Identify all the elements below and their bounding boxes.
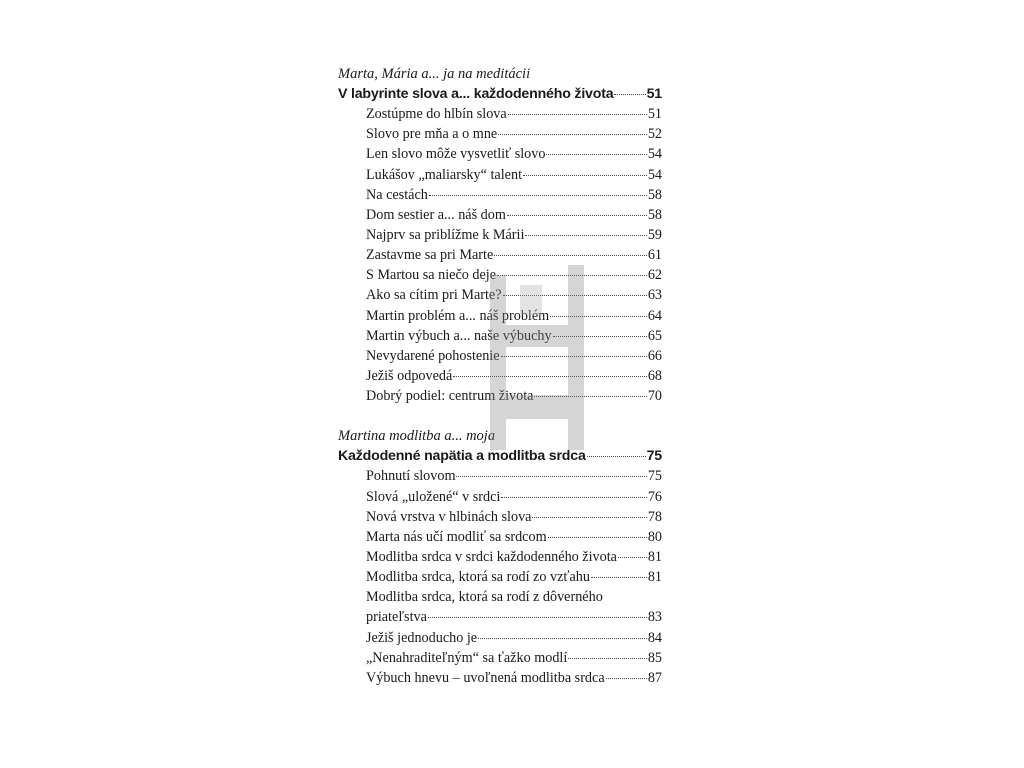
entry-page-number: 78	[647, 508, 662, 525]
toc-entry	[338, 285, 662, 305]
entry-label: Nevydarené pohostenie	[366, 347, 500, 364]
entry-page-number: 66	[647, 347, 662, 364]
toc-entry	[338, 507, 662, 527]
entry-label: Výbuch hnevu – uvoľnená modlitba srdca	[366, 669, 605, 686]
chapter-label: Každodenné napätia a modlitba srdca	[338, 448, 586, 465]
entry-page-number: 84	[647, 629, 662, 646]
toc-entry	[338, 668, 662, 688]
entry-label: Ježiš odpovedá	[366, 367, 453, 384]
toc-entry	[338, 185, 662, 205]
chapter-heading	[338, 84, 662, 104]
toc-entry	[338, 466, 662, 486]
dot-leader	[532, 516, 646, 518]
toc-entry	[338, 386, 662, 406]
entry-label: Dobrý podiel: centrum života	[366, 388, 534, 405]
dot-leader	[453, 375, 647, 377]
toc-entry	[338, 306, 662, 326]
entry-label: Martin výbuch a... naše výbuchy	[366, 327, 552, 344]
toc-entry	[338, 124, 662, 144]
section-title: Marta, Mária a... ja na meditácii	[338, 66, 531, 82]
dot-leader	[494, 254, 647, 256]
toc-entry	[338, 326, 662, 346]
dot-leader	[618, 556, 647, 558]
entry-label: S Martou sa niečo deje	[366, 267, 497, 284]
dot-leader	[548, 536, 647, 538]
chapter-heading	[338, 446, 662, 466]
entry-page-number: 64	[647, 307, 662, 324]
section-title: Martina modlitba a... moja	[338, 428, 496, 445]
toc-entry	[338, 104, 662, 124]
dot-leader	[429, 194, 647, 196]
toc-entry	[338, 225, 662, 245]
entry-label-continuation: priateľstva	[366, 609, 427, 626]
entry-page-number: 87	[647, 669, 662, 686]
dot-leader	[525, 234, 646, 236]
entry-label: Len slovo môže vysvetliť slovo	[366, 146, 546, 163]
toc-entry-continuation	[338, 607, 662, 627]
entry-label: Na cestách	[366, 186, 428, 203]
entry-page-number: 75	[647, 468, 662, 485]
entry-label: Najprv sa priblížme k Márii	[366, 226, 525, 243]
dot-leader	[498, 133, 647, 135]
dot-leader	[568, 657, 646, 659]
entry-page-number: 68	[647, 367, 662, 384]
entry-page-number: 63	[647, 287, 662, 304]
toc-entry	[338, 144, 662, 164]
dot-leader	[553, 335, 647, 337]
entry-page-number: 58	[647, 206, 662, 223]
toc-entry	[338, 346, 662, 366]
chapter-label: V labyrinte slova a... každodenného života	[338, 86, 614, 102]
entry-label: Nová vrstva v hlbinách slova	[366, 508, 532, 525]
entry-label: Dom sestier a... náš dom	[366, 206, 506, 223]
dot-leader	[497, 274, 647, 276]
toc-entry	[338, 265, 662, 285]
entry-label: Ako sa cítim pri Marte?	[366, 287, 502, 304]
dot-leader	[508, 113, 647, 115]
toc-section	[338, 64, 662, 406]
dot-leader	[606, 677, 647, 679]
entry-label: Zostúpme do hlbín slova	[366, 106, 507, 123]
entry-page-number: 85	[647, 649, 662, 666]
dot-leader	[614, 93, 645, 95]
dot-leader	[501, 355, 647, 357]
toc-entry	[338, 547, 662, 567]
dot-leader	[534, 395, 646, 397]
dot-leader	[501, 496, 646, 498]
entry-page-number: 81	[647, 548, 662, 565]
entry-page-number: 81	[647, 569, 662, 586]
dot-leader	[591, 576, 647, 578]
entry-label: Ježiš jednoducho je	[366, 629, 478, 646]
dot-leader	[550, 315, 647, 317]
entry-label: Modlitba srdca v srdci každodenného života	[366, 548, 617, 565]
dot-leader	[523, 174, 647, 176]
entry-label: Slová „uložené“ v srdci	[366, 488, 501, 505]
toc-entry	[338, 628, 662, 648]
entry-label: Martin problém a... náš problém	[366, 307, 550, 324]
entry-page-number: 54	[647, 166, 662, 183]
dot-leader	[546, 153, 646, 155]
entry-page-number: 54	[647, 146, 662, 163]
entry-page-number: 62	[647, 267, 662, 284]
toc-entry	[338, 366, 662, 386]
chapter-page-number: 51	[646, 86, 662, 102]
toc-entry	[338, 205, 662, 225]
toc-entry	[338, 587, 662, 607]
entry-page-number: 83	[647, 609, 662, 626]
toc-entry	[338, 245, 662, 265]
entry-label: Modlitba srdca, ktorá sa rodí z dôverného	[366, 589, 603, 606]
toc-entry	[338, 648, 662, 668]
entry-page-number: 76	[647, 488, 662, 505]
dot-leader	[503, 294, 647, 296]
entry-page-number: 59	[647, 226, 662, 243]
toc-entry	[338, 487, 662, 507]
toc-entry	[338, 567, 662, 587]
entry-label: Pohnutí slovom	[366, 468, 456, 485]
entry-label: Modlitba srdca, ktorá sa rodí zo vzťahu	[366, 569, 590, 586]
dot-leader	[478, 637, 647, 639]
entry-page-number: 65	[647, 327, 662, 344]
entry-label: Zastavme sa pri Marte	[366, 247, 494, 264]
entry-page-number: 70	[647, 388, 662, 405]
dot-leader	[456, 475, 646, 477]
table-of-contents	[338, 64, 662, 708]
toc-section	[338, 426, 662, 688]
entry-page-number: 52	[647, 126, 662, 143]
entry-label: Lukášov „maliarsky“ talent	[366, 166, 523, 183]
dot-leader	[587, 455, 646, 457]
entry-page-number: 61	[647, 247, 662, 264]
entry-page-number: 80	[647, 528, 662, 545]
entry-label: Marta nás učí modliť sa srdcom	[366, 528, 547, 545]
entry-page-number: 58	[647, 186, 662, 203]
entry-label: „Nenahraditeľným“ sa ťažko modlí	[366, 649, 568, 666]
toc-entry	[338, 527, 662, 547]
dot-leader	[507, 214, 647, 216]
dot-leader	[428, 616, 647, 618]
chapter-page-number: 75	[646, 448, 662, 465]
entry-label: Slovo pre mňa a o mne	[366, 126, 498, 143]
toc-entry	[338, 165, 662, 185]
entry-page-number: 51	[647, 106, 662, 123]
